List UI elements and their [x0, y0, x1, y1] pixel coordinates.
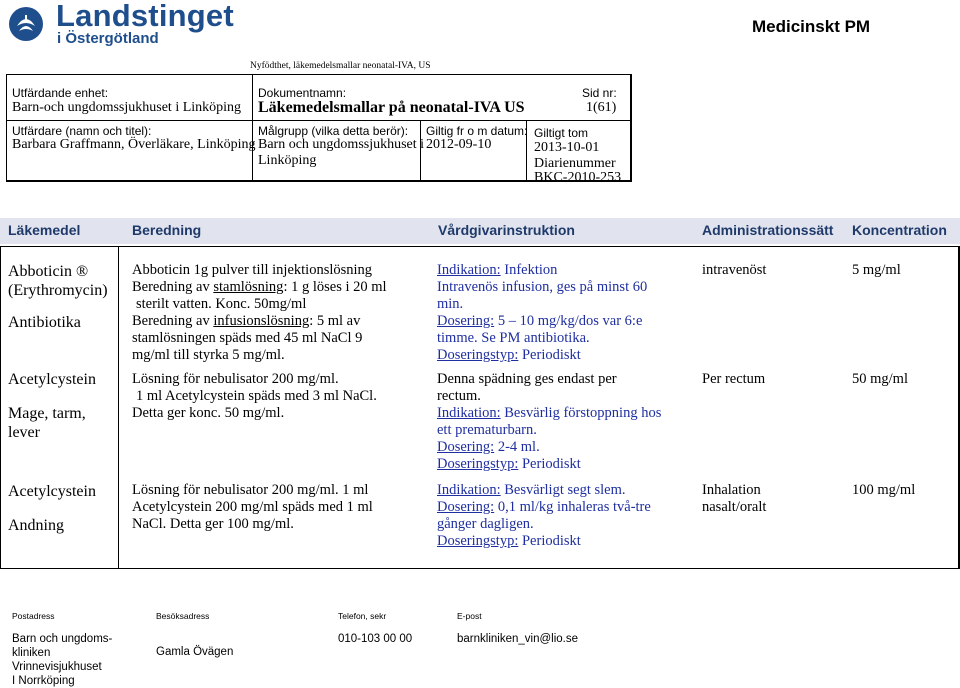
header-divider: [6, 120, 632, 121]
koncentration-cell: 50 mg/ml: [852, 371, 908, 387]
dokumentnamn-value: Läkemedelsmallar på neonatal-IVA US: [258, 99, 525, 116]
logo-subtitle: i Östergötland: [57, 30, 159, 47]
sid-value: 1(61): [586, 100, 617, 115]
footer-telefon-label: Telefon, sekr: [338, 611, 387, 621]
footer-telefon-value: 010-103 00 00: [338, 633, 413, 645]
footer-epost-label: E-post: [457, 611, 482, 621]
drug-name: Abboticin ® (Erythromycin) Antibiotika: [8, 263, 108, 331]
column-header-vardgivarinstruktion: Vårdgivarinstruktion: [438, 222, 575, 238]
diarienummer-label: Diarienummer: [534, 156, 616, 171]
footer-postadress: Barn och ungdoms- kliniken Vrinnevisjukhuset I Norrköping: [12, 633, 113, 687]
footer-postadress-label: Postadress: [12, 611, 55, 621]
vardgivarinstruktion-cell: Indikation: Besvärligt segt slem. Dosering: 0,1 ml/kg inhaleras två-tre gånger dagligen. Doseringstyp: Periodiskt: [437, 482, 651, 549]
beredning-cell: Lösning för nebulisator 200 mg/ml. 1 ml Acetylcystein 200 mg/ml späds med 1 ml NaCl. Detta ger 100 mg/ml.: [132, 482, 373, 532]
vardgivarinstruktion-cell: Indikation: Infektion Intravenös infusion, ges på minst 60 min. Dosering: 5 – 10 mg/kg/dos var 6:e timme. Se PM antibiotika. Doseringstyp: Periodiskt: [437, 262, 648, 363]
beredning-cell: Abboticin 1g pulver till injektionslösning Beredning av stamlösning: 1 g löses i 20 ml sterilt vatten. Konc. 50mg/ml Beredning av infusionslösning: 5 ml av stamlösningen späds med 45 ml NaCl 9 mg/ml till styrka 5 mg/ml.: [132, 262, 387, 363]
administrationssatt-cell: intravenöst: [702, 262, 767, 278]
utfardande-value: Barn-och ungdomssjukhuset i Linköping: [12, 100, 242, 115]
header-vdivider: [252, 74, 253, 182]
document-type: Medicinskt PM: [752, 17, 871, 36]
malgrupp-label: Målgrupp (vilka detta berör):: [258, 124, 409, 138]
sid-label: Sid nr:: [582, 86, 617, 100]
giltig-tom-value: 2013-10-01: [534, 140, 600, 155]
landstinget-logo-icon: [8, 6, 44, 42]
footer-epost-value: barnkliniken_vin@lio.se: [457, 633, 578, 645]
malgrupp-value-line1: Barn och ungdomssjukhuset i: [258, 137, 425, 152]
column-header-beredning: Beredning: [132, 222, 202, 238]
column-header-lakemedel: Läkemedel: [8, 222, 81, 238]
koncentration-cell: 100 mg/ml: [852, 482, 916, 498]
giltig-from-value: 2012-09-10: [426, 137, 492, 152]
diarienummer-value: BKC-2010-253: [534, 170, 622, 185]
dokumentnamn-label: Dokumentnamn:: [258, 86, 347, 100]
administrationssatt-cell: Per rectum: [702, 371, 766, 387]
beredning-cell: Lösning för nebulisator 200 mg/ml. 1 ml Acetylcystein späds med 3 ml NaCl. Detta ger konc. 50 mg/ml.: [132, 371, 377, 421]
giltig-tom-label: Giltigt tom: [534, 126, 589, 140]
footer-besok-value: Gamla Övägen: [156, 646, 234, 658]
utfardare-label: Utfärdare (namn och titel):: [12, 124, 152, 138]
drug-name: Acetylcystein Andning: [8, 483, 96, 534]
malgrupp-value-line2: Linköping: [258, 153, 317, 168]
logo-name: Landstinget: [56, 0, 234, 33]
vardgivarinstruktion-cell: Denna spädning ges endast per rectum. Indikation: Besvärlig förstoppning hos ett prematurbarn. Dosering: 2-4 ml. Doseringstyp: Periodiskt: [437, 371, 662, 472]
column-header-koncentration: Koncentration: [852, 222, 947, 238]
utfardare-value: Barbara Graffmann, Överläkare, Linköping: [12, 137, 256, 152]
footer-besok-label: Besöksadress: [156, 611, 210, 621]
utfardande-label: Utfärdande enhet:: [12, 86, 109, 100]
administrationssatt-cell: Inhalation nasalt/oralt: [702, 482, 767, 515]
column-divider: [118, 246, 119, 569]
giltig-from-label: Giltig fr o m datum:: [426, 124, 528, 138]
drug-name: Acetylcystein Mage, tarm, lever: [8, 371, 96, 441]
column-header-administrationssatt: Administrationssätt: [702, 222, 834, 238]
koncentration-cell: 5 mg/ml: [852, 262, 901, 278]
breadcrumb: Nyfödthet, läkemedelsmallar neonatal-IVA, US: [250, 61, 431, 71]
